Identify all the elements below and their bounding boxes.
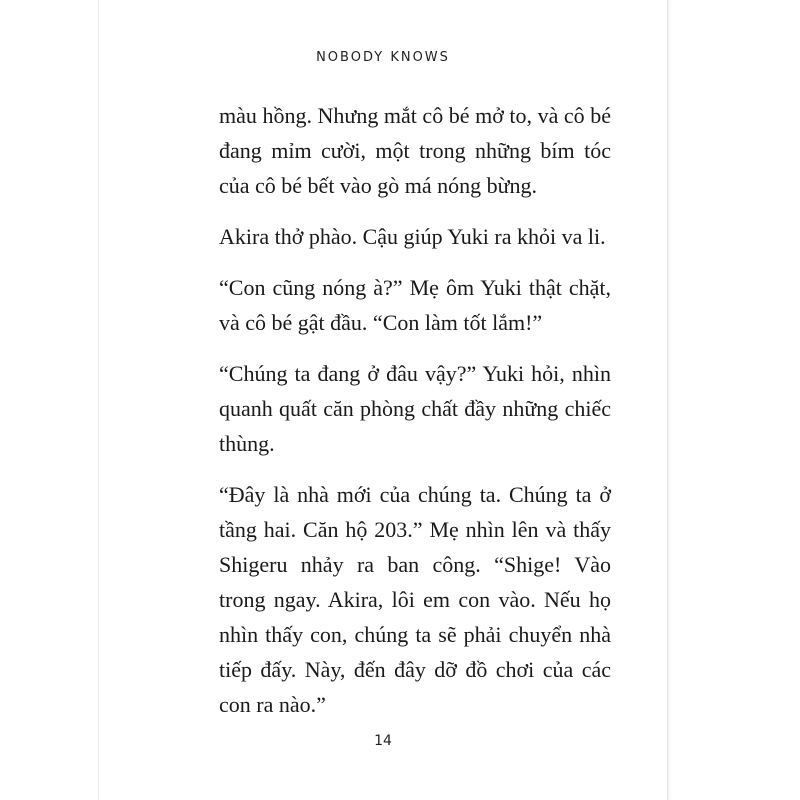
paragraph-2: Akira thở phào. Cậu giúp Yuki ra khỏi va li. — [219, 224, 606, 249]
running-head: NOBODY KNOWS — [316, 50, 450, 65]
page-number: 14 — [374, 733, 392, 749]
body-text — [219, 98, 611, 738]
paragraph-1: màu hồng. Nhưng mắt cô bé mở to, và cô bé đang mỉm cười, một trong những bím tóc của cô bé bết vào gò má nóng bừng. — [219, 103, 611, 198]
paragraph-3: “Con cũng nóng à?” Mẹ ôm Yuki thật chặt, và cô bé gật đầu. “Con làm tốt lắm!” — [219, 275, 611, 335]
paragraph-5: “Đây là nhà mới của chúng ta. Chúng ta ở tầng hai. Căn hộ 203.” Mẹ nhìn lên và thấy Shigeru nhảy ra ban công. “Shige! Vào trong ngay. Akira, lôi em con vào. Nếu họ nhìn thấy con, chúng ta sẽ phải chuyển nhà tiếp đấy. Này, đến đây dỡ đồ chơi của các con ra nào.” — [219, 482, 611, 717]
book-page — [98, 0, 668, 800]
paragraph-4: “Chúng ta đang ở đâu vậy?” Yuki hỏi, nhìn quanh quất căn phòng chất đầy những chiếc thùng. — [219, 361, 611, 456]
